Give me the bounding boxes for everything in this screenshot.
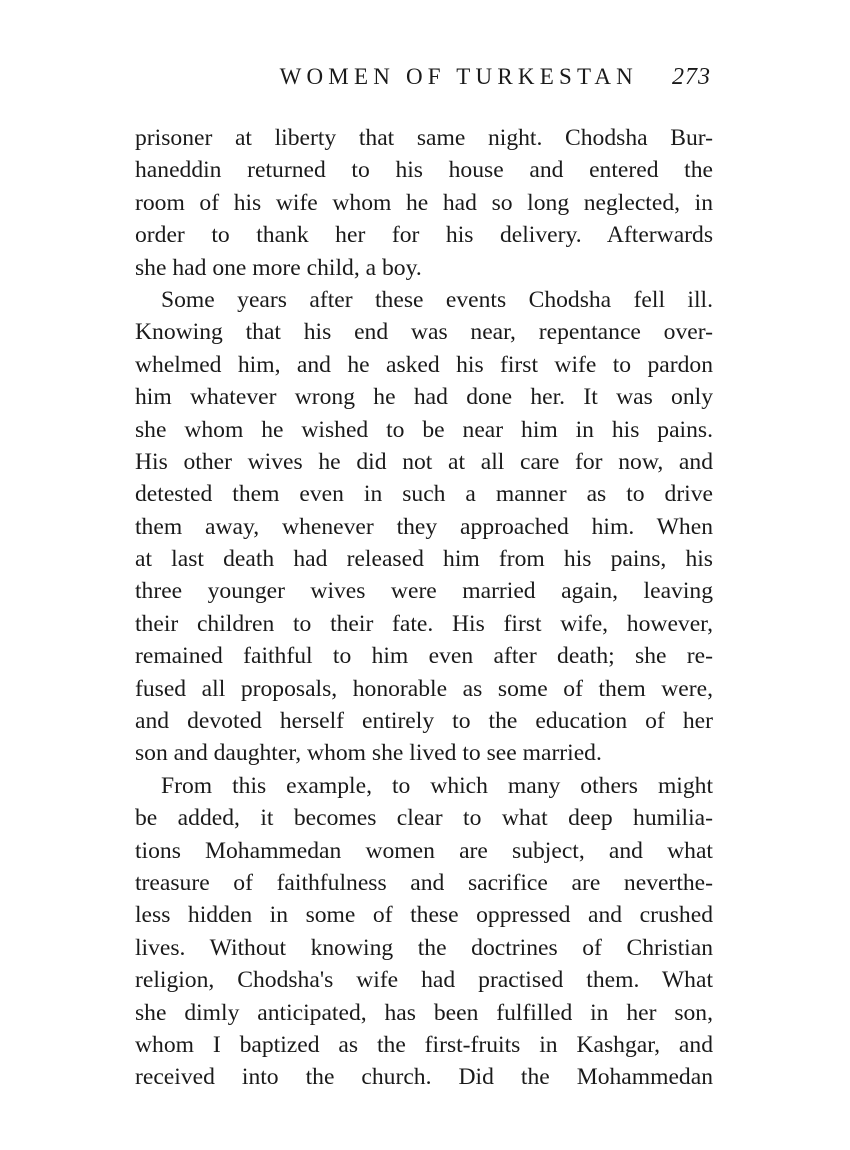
text-line: be added, it becomes clear to what deep humilia-: [135, 805, 713, 832]
text-line: received into the church. Did the Mohammedan: [135, 1064, 713, 1091]
paragraph-1: [135, 122, 713, 284]
text-line: haneddin returned to his house and entered the: [135, 157, 713, 184]
text-line: Some years after these events Chodsha fell ill.: [161, 286, 713, 313]
text-line: at last death had released him from his pains, his: [135, 546, 713, 573]
text-line: fused all proposals, honorable as some of them were,: [135, 675, 713, 702]
text-line: and devoted herself entirely to the education of her: [135, 708, 713, 735]
text-line: prisoner at liberty that same night. Chodsha Bur-: [135, 125, 713, 151]
text-line: them away, whenever they approached him. When: [135, 513, 713, 540]
text-line: son and daughter, whom she lived to see married.: [135, 740, 602, 767]
text-line: His other wives he did not at all care for now, and: [135, 448, 713, 475]
text-line: she had one more child, a boy.: [135, 254, 422, 281]
text-line: she whom he wished to be near him in his pains.: [135, 416, 713, 443]
text-line: treasure of faithfulness and sacrifice are neverthe-: [135, 869, 713, 896]
text-line: less hidden in some of these oppressed and crushed: [135, 902, 713, 929]
running-head: [135, 64, 713, 108]
text-line: detested them even in such a manner as to drive: [135, 481, 713, 508]
text-line: Knowing that his end was near, repentance over-: [135, 319, 713, 346]
text-line: room of his wife whom he had so long neglected, in: [135, 189, 713, 216]
text-line: tions Mohammedan women are subject, and what: [135, 837, 713, 864]
text-line: From this example, to which many others might: [161, 772, 713, 799]
text-line: order to thank her for his delivery. Afterwards: [135, 222, 713, 249]
text-line: whom I baptized as the first-fruits in Kashgar, and: [135, 1031, 713, 1058]
book-page: [135, 64, 713, 1094]
text-line: lives. Without knowing the doctrines of Christian: [135, 934, 713, 961]
text-line: their children to their fate. His first wife, however,: [135, 610, 713, 637]
text-line: three younger wives were married again, leaving: [135, 578, 713, 605]
running-title: WOMEN OF TURKESTAN: [279, 64, 638, 89]
text-line: religion, Chodsha's wife had practised them. What: [135, 967, 713, 994]
paragraph-3: [135, 770, 713, 1094]
text-line: whelmed him, and he asked his first wife to pardon: [135, 351, 713, 378]
text-line: she dimly anticipated, has been fulfilled in her son,: [135, 999, 713, 1026]
body-text: [135, 122, 713, 1094]
text-line: remained faithful to him even after death; she re-: [135, 643, 713, 670]
page-number: 273: [672, 64, 711, 90]
paragraph-2: [135, 284, 713, 770]
text-line: him whatever wrong he had done her. It was only: [135, 384, 713, 411]
